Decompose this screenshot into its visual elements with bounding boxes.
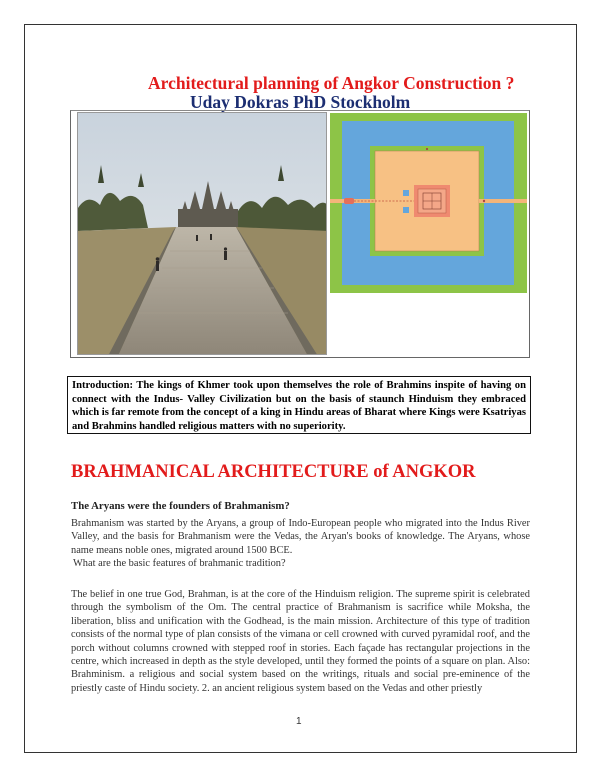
angkor-site-plan — [330, 113, 527, 293]
introduction-box: Introduction: The kings of Khmer took upon themselves the role of Brahmins inspite of having on connect with the Indus- Valley Civilization but on the basis of staunch Hinduism they embraced which is far remote from the concept of a king in Hindu areas of Bharat where Kings were Ksatriyas and Brahmins handled religious matters with no superiority. — [67, 376, 531, 434]
question-line: What are the basic features of brahmanic tradition? — [73, 558, 286, 570]
angkor-causeway-photo — [77, 112, 327, 355]
paragraph-2: The belief in one true God, Brahman, is at the core of the Hinduism religion. The supreme spirit is celebrated through the symbolism of the Om. The central practice of Brahmanism is sacrifice while Moksha, the liberation, bliss and unification with the Godhead, is the main mission. Architecture of this type of tradition consists of the normal type of plan consists of the vimana or cell crowned with curved pyramidal roof, and the porch without columns crowned with stepped roof in stories. Each façade has rectangular projections in the centre, which increased in depth as the style developed, until they formed the points of a square on plan. Also: Brahminism. a religious and social system based on the writings, rituals and social pre-eminence of the priestly caste of Hindu society. 2. an ancient religious system based on the Vedas and other priestly — [71, 589, 530, 694]
site-plan-illustration — [330, 113, 527, 293]
paragraph-1-text: Brahmanism was started by the Aryans, a group of Indo-European people who migrated into the Indus River Valley, and the basis for Brahmanism were the Vedas, the Aryan's books of knowledge. The Aryans, whose name means noble ones, migrated around 1500 BCE. — [71, 518, 530, 556]
document-author: Uday Dokras PhD Stockholm — [190, 92, 411, 112]
paragraph-1 — [71, 517, 530, 571]
angkor-photo-illustration — [78, 113, 327, 355]
page-number: 1 — [296, 716, 302, 727]
section-heading: BRAHMANICAL ARCHITECTURE of ANGKOR — [71, 462, 476, 482]
subheading: The Aryans were the founders of Brahmanism? — [71, 500, 290, 512]
document-title: Architectural planning of Angkor Construction ? — [148, 73, 515, 93]
